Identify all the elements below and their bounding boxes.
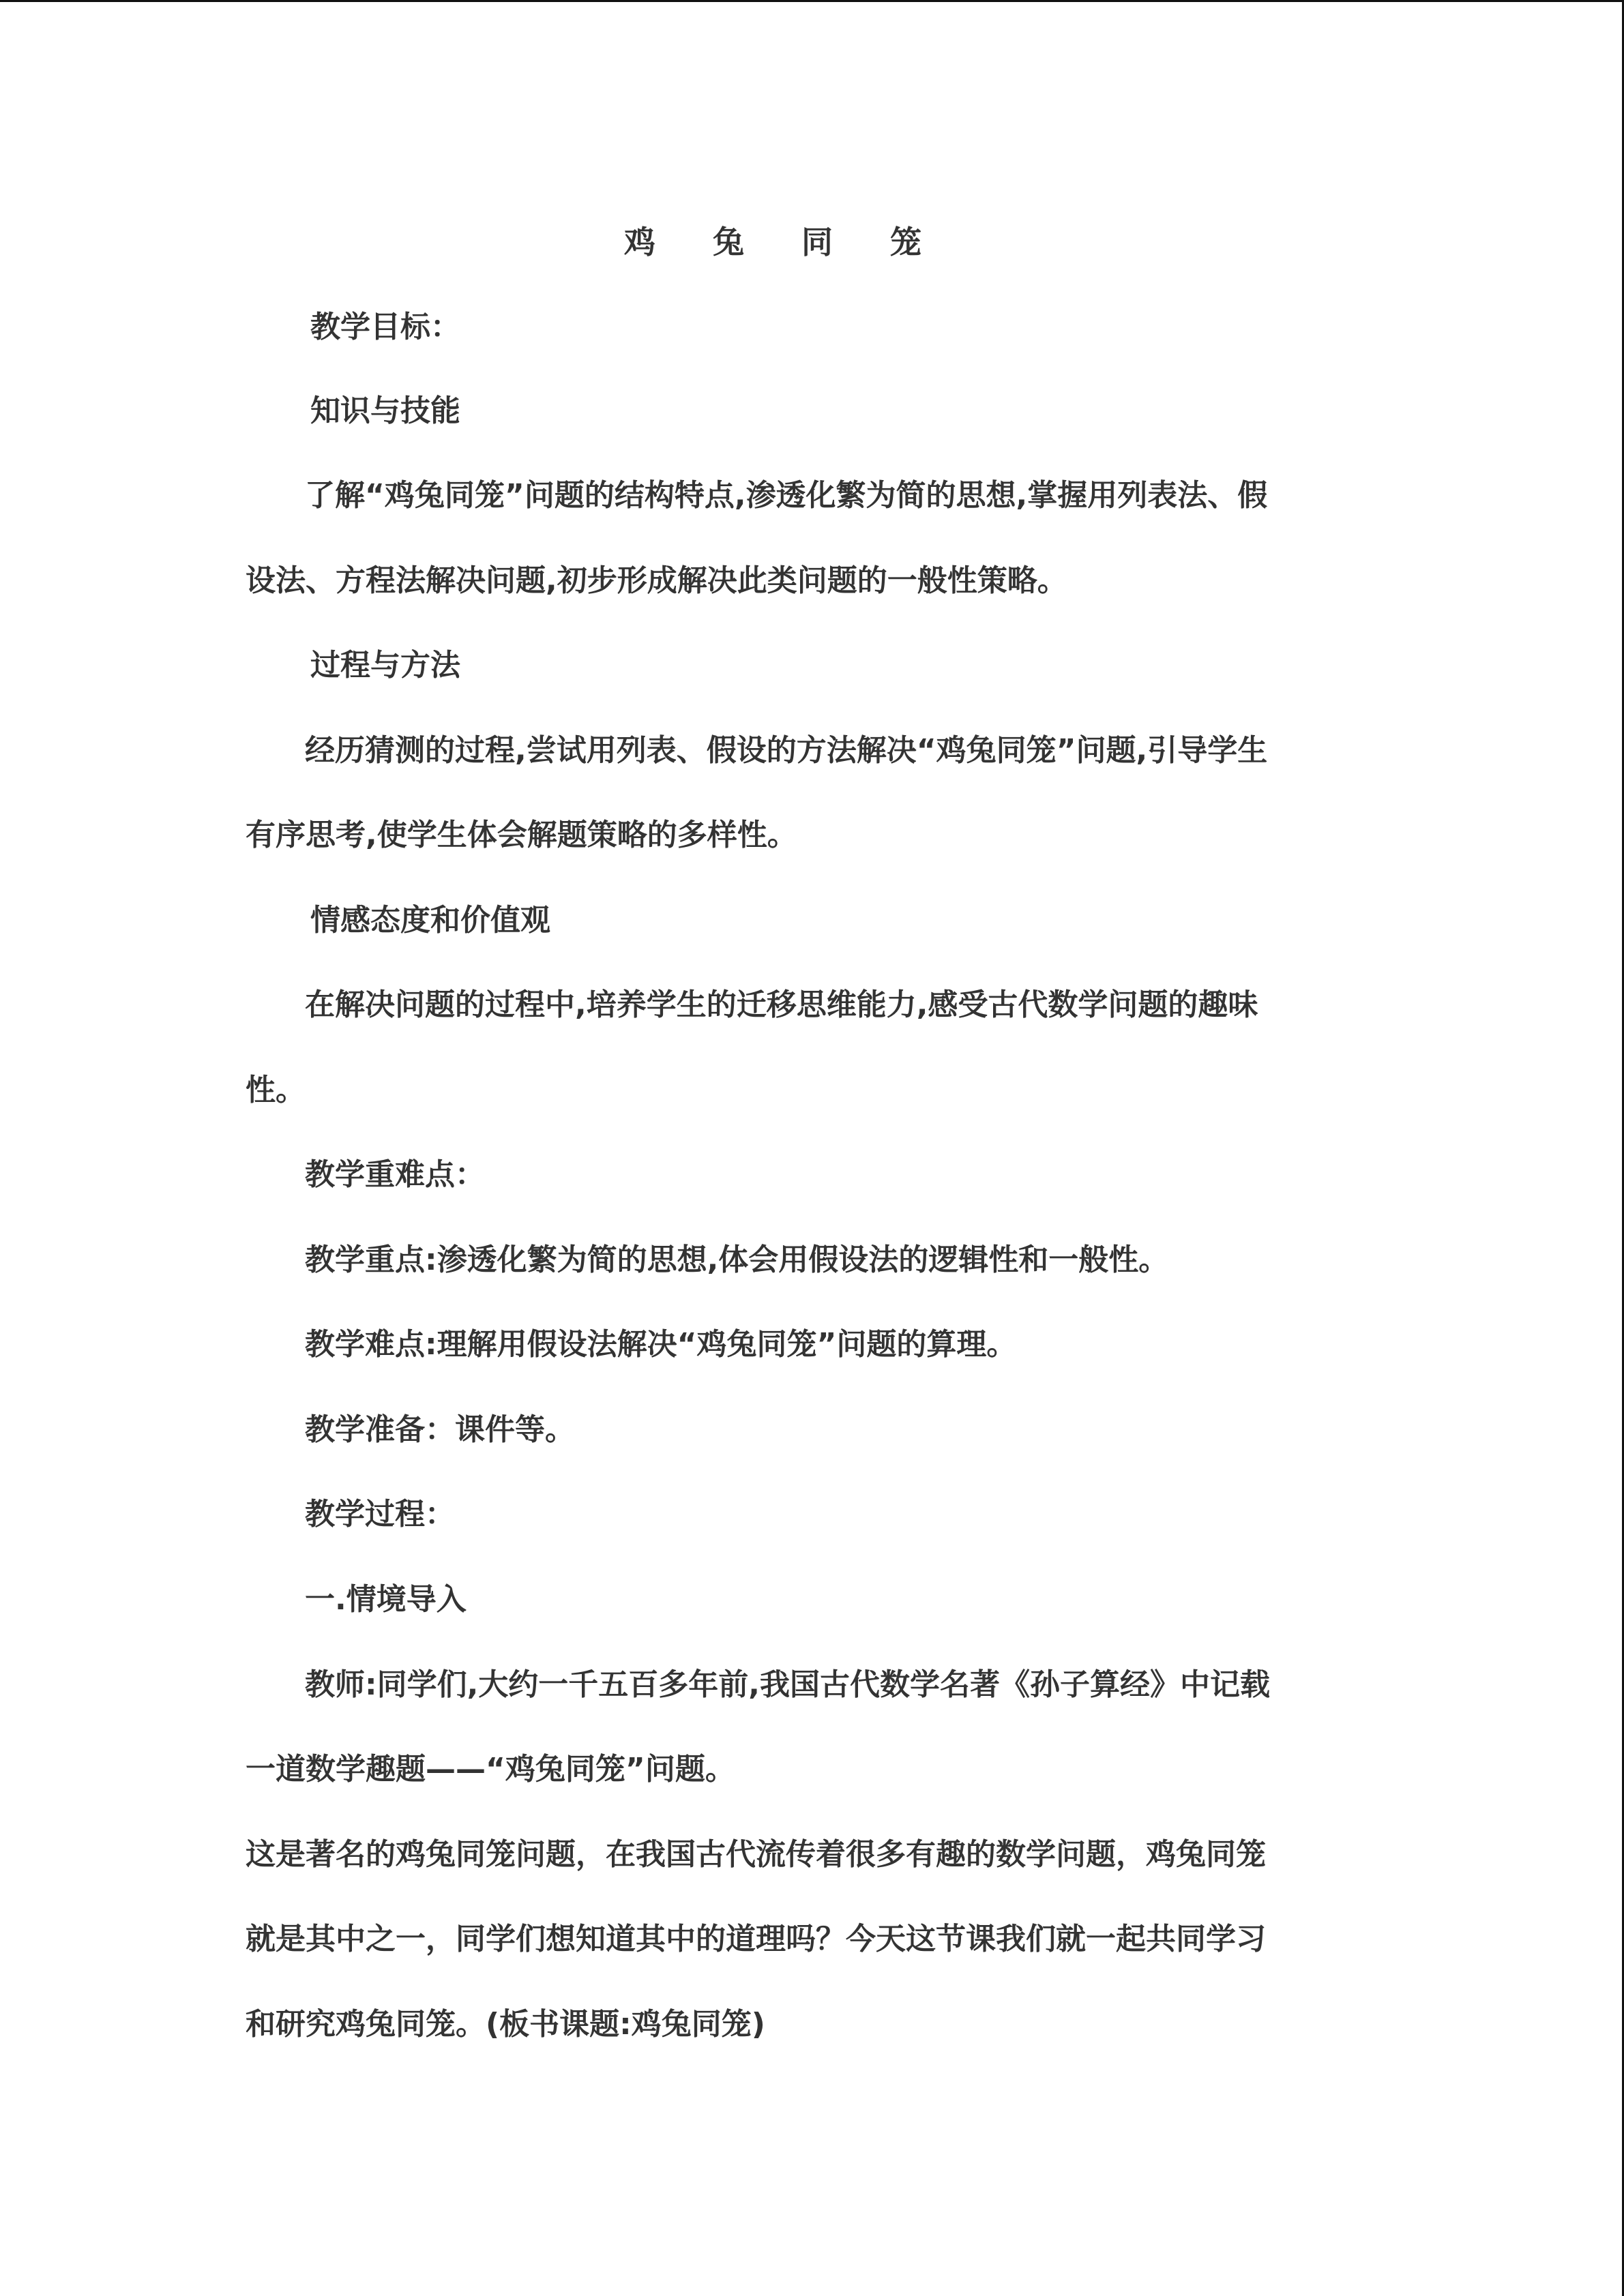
paragraph-line: 教学难点:理解用假设法解决“鸡兔同笼”问题的算理。 <box>305 1327 1017 1362</box>
paragraph-line: 设法、方程法解决问题,初步形成解决此类问题的一般性策略。 <box>246 563 1067 598</box>
subheading-emotion-values: 情感态度和价值观 <box>310 903 550 938</box>
paragraph-line: 和研究鸡兔同笼。(板书课题:鸡兔同笼) <box>246 2007 765 2042</box>
paragraph-line: 在解决问题的过程中,培养学生的迁移思维能力,感受古代数学问题的趣味 <box>305 987 1258 1022</box>
paragraph-line: 经历猜测的过程,尝试用列表、假设的方法解决“鸡兔同笼”问题,引导学生 <box>305 733 1268 768</box>
page-top-border <box>0 0 1624 2</box>
paragraph-line: 教师:同学们,大约一千五百多年前,我国古代数学名著《孙子算经》中记载 <box>305 1667 1271 1702</box>
paragraph-line: 性。 <box>246 1073 306 1107</box>
subheading-scenario-intro: 一.情境导入 <box>305 1582 467 1617</box>
heading-teaching-process: 教学过程： <box>305 1497 455 1532</box>
paragraph-line: 有序思考,使学生体会解题策略的多样性。 <box>246 818 797 852</box>
paragraph-line: 就是其中之一，同学们想知道其中的道理吗？今天这节课我们就一起共同学习 <box>246 1922 1266 1956</box>
paragraph-line: 这是著名的鸡兔同笼问题，在我国古代流传着很多有趣的数学问题，鸡兔同笼 <box>246 1837 1266 1872</box>
document-title: 鸡 兔 同 笼 <box>623 224 945 260</box>
heading-teaching-goals: 教学目标： <box>310 310 460 344</box>
paragraph-line: 教学准备：课件等。 <box>305 1412 575 1447</box>
subheading-process-method: 过程与方法 <box>310 648 460 683</box>
heading-key-points: 教学重难点： <box>305 1157 485 1192</box>
paragraph-line: 了解“鸡兔同笼”问题的结构特点,渗透化繁为简的思想,掌握用列表法、假 <box>305 478 1268 513</box>
paragraph-line: 一道数学趣题——“鸡兔同笼”问题。 <box>246 1752 735 1787</box>
paragraph-line: 教学重点:渗透化繁为简的思想,体会用假设法的逻辑性和一般性。 <box>305 1242 1169 1277</box>
subheading-knowledge-skills: 知识与技能 <box>310 393 460 428</box>
